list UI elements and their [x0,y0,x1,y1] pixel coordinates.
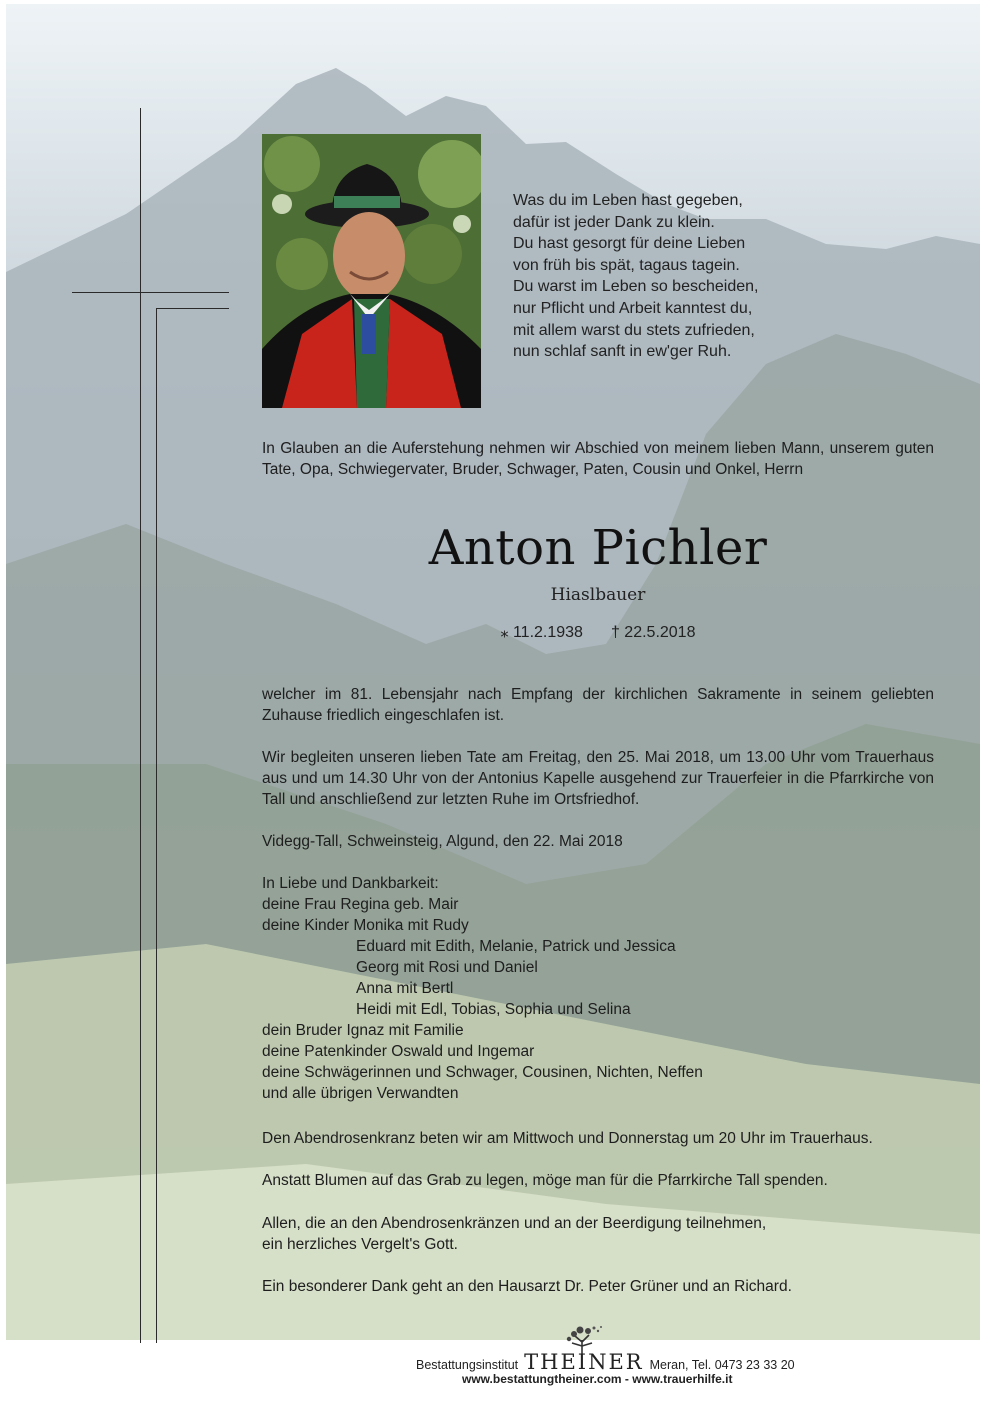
footer [0,1322,982,1422]
passing-text: welcher im 81. Lebensjahr nach Empfang der kirchlichen Sakramente in seinem geliebten Zuhause friedlich eingeschlafen ist. [262,686,934,724]
funeral-details: Wir begleiten unseren lieben Tate am Freitag, den 25. Mai 2018, um 13.00 Uhr vom Trauerhaus aus und um 14.30 Uhr von der Antonius Kapelle ausgehend zur Trauerfeier in die Pfarrkirche von Tall und anschließend zur letzten Ruhe im Ortsfriedhof. [262,749,934,808]
intro-text: In Glauben an die Auferstehung nehmen wir Abschied von meinem lieben Mann, unserem guten Tate, Opa, Schwiegervater, Bruder, Schwager, Paten, Cousin und Onkel, Herrn [262,440,934,478]
deceased-nickname: Hiaslbauer [550,585,646,605]
birth-date: ⁎ 11.2.1938 [500,624,583,641]
deceased-name: Anton Pichler [428,520,768,576]
rosary-text: Den Abendrosenkranz beten wir am Mittwoch und Donnerstag um 20 Uhr im Trauerhaus. [262,1130,873,1147]
family-heading: In Liebe und Dankbarkeit: [262,875,439,892]
funeral-home-contact: Meran, Tel. 0473 23 33 20 [649,1358,795,1372]
poem-line: von früh bis spät, tagaus tagein. [513,256,740,274]
poem-line: nur Pflicht und Arbeit kanntest du, [513,299,753,317]
poem-line: nun schlaf sanft in ew'ger Ruh. [513,343,732,361]
poem-line: Du warst im Leben so bescheiden, [513,278,759,296]
family-item: deine Schwägerinnen und Schwager, Cousinen, Nichten, Neffen [262,1064,703,1081]
funeral-home-prefix: Bestattungsinstitut [416,1358,519,1372]
family-item: Heidi mit Edl, Tobias, Sophia und Selina [356,1001,631,1018]
cross-line [72,292,229,293]
family-item: Georg mit Rosi und Daniel [356,959,538,976]
thanks-line: ein herzliches Vergelt's Gott. [262,1236,458,1253]
funeral-home-line [416,1350,795,1374]
family-item: dein Bruder Ignaz mit Familie [262,1022,464,1039]
family-item: Eduard mit Edith, Melanie, Patrick und Jessica [356,938,676,955]
death-date: † 22.5.2018 [610,624,696,641]
place-date: Videgg-Tall, Schweinsteig, Algund, den 22. Mai 2018 [262,833,623,850]
funeral-home-web: www.bestattungtheiner.com - www.trauerhilfe.it [462,1372,733,1386]
poem-line: mit allem warst du stets zufrieden, [513,321,755,339]
poem-line: Was du im Leben hast gegeben, [513,192,743,209]
poem-line: dafür ist jeder Dank zu klein. [513,213,715,231]
family-item: Anna mit Bertl [356,980,454,997]
cross-line [156,308,157,1343]
thanks-text [262,1213,934,1255]
poem-line: Du hast gesorgt für deine Lieben [513,235,746,253]
poem [513,190,843,363]
funeral-home-brand: THEINER [524,1350,644,1374]
thanks-line: Allen, die an den Abendrosenkränzen und an der Beerdigung teilnehmen, [262,1215,767,1232]
family-item: deine Kinder Monika mit Rudy [262,917,469,934]
life-dates [262,622,934,644]
portrait-photo [262,134,481,408]
special-thanks-text: Ein besonderer Dank geht an den Hausarzt Dr. Peter Grüner und an Richard. [262,1278,792,1295]
family-list [262,873,934,1104]
cross-line [140,108,141,1343]
flowers-text: Anstatt Blumen auf das Grab zu legen, möge man für die Pfarrkirche Tall spenden. [262,1172,828,1189]
cross-line [156,308,229,309]
family-item: deine Frau Regina geb. Mair [262,896,459,913]
family-item: und alle übrigen Verwandten [262,1085,459,1102]
family-item: deine Patenkinder Oswald und Ingemar [262,1043,535,1060]
